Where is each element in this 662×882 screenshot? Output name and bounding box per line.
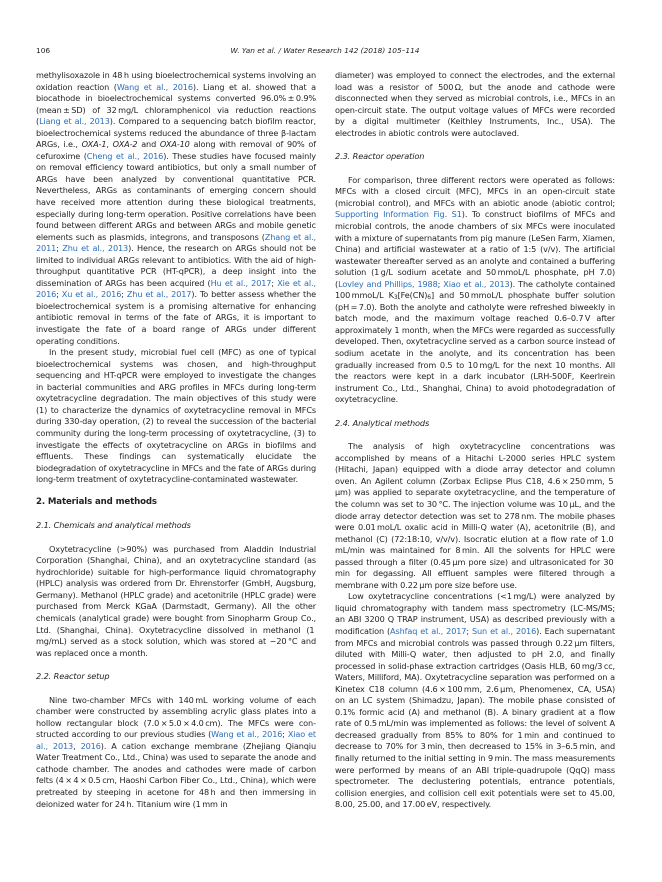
analytical-methods-paragraph-2 [335, 591, 615, 810]
citation-link[interactable]: Xie et al., 2016 [36, 277, 316, 300]
citation-link[interactable]: Zhu et al., 2013 [62, 243, 129, 254]
text-run: , [106, 139, 113, 150]
intro-paragraph-1 [36, 70, 316, 347]
gene-name: OXA-10 [159, 139, 190, 150]
citation-link[interactable]: Lovley and Phillips, 1988 [338, 278, 438, 289]
text-run: and [137, 139, 160, 150]
left-column [36, 70, 316, 810]
text-run: ; [271, 277, 278, 288]
text-run: For comparison, three different rectors were operated as follows: MFCs with a closed circuit (MFC), MFCs in an open-circuit state (microbial control), and MFCs with an abiotic anode (abiotic control; [335, 174, 615, 208]
text-run: ). To better assess whether the bioelectrochemical system is a promising alternative for enhancing antibiotic removal in terms of the fate of ARGs, it is important to investigate the fate of a board range of ARGs under different operating conditions. [36, 289, 316, 346]
text-run: , [73, 740, 81, 751]
citation-link[interactable]: Zhu et al., 2017 [126, 289, 192, 300]
reactor-operation-paragraph [335, 175, 615, 406]
text-run: ). The catholyte contained 100 mmoL/L K [335, 278, 615, 301]
citation-link[interactable]: Wang et al., 2016 [116, 81, 193, 92]
page-number: 106 [36, 46, 51, 55]
right-column [335, 70, 615, 811]
analytical-methods-paragraph-1: The analysis of high oxytetracycline concentrations was accomplished by means of a Hitachi L-2000 series HPLC system (Hitachi, Japan) equipped with a diode array detector and column oven. An Agilent column (Zorbax Eclipse Plus C18, 4.6 × 250 mm, 5 μm) was applied to separate oxytetracycline, and the temperature of the column was set to 30 °C. The injection volume was 10 μL, and the diode array detector detection was set to 278 nm. The mobile phases were 0.01 moL/L oxalic acid in Milli-Q water (A), acetonitrile (B), and methanol (C) (72:18:10, v/v/v). Isocratic elution at a flow rate of 1.0 mL/min was maintained for 8 min. All the solvents for HPLC were passed through a filter (0.45 μm pore size) and ultrasonicated for 30 min for degassing. All effluent samples were filtered through a membrane with 0.22 μm pore size before use. [335, 441, 615, 590]
text-run: along with removal of 90% of cefuroxime ( [36, 139, 316, 161]
gene-name: OXA-2 [112, 139, 138, 150]
citation-link[interactable]: Sun et al., 2016 [471, 625, 537, 636]
text-run: ). Each supernatant from MFCs and microbial controls was passed through 0.22 μm filters, diluted with Milli-Q water, then adjusted to pH 2.0, and finally processed in solid-phase extraction cartridges (Oasis HLB, 60 mg/3 cc, Waters, Milliford, MA). Oxytetracycline separation was performed on a Kinetex C18 column (4.6 × 100 mm, 2.6 μm, Phenomenex, CA, USA) on an LC system (Shimadzu, Japan). The mobile phase consisted of 0.1% formic acid (A) and methanol (B). A binary gradient at a flow rate of 0.5 mL/min was implemented as follows: the level of solvent A decreased gradually from 85% to 80% for 1 min and continued to decrease to 70% for 3 min, then decreased to 15% in 3–6.5 min, and finally returned to the initial setting in 9 min. The mass measurements were performed by means of an ABI triple-quadrupole (QqQ) mass spectrometer. The declustering potentials, entrance potentials, collision energies, and collision cell exit potentials were set to 45.00, 8.00, 25.00, and 17.00 eV, respectively. [335, 625, 615, 810]
subsection-heading-reactor-operation: 2.3. Reactor operation [335, 151, 425, 162]
citation-link[interactable]: Cheng et al., 2016 [86, 150, 164, 161]
text-run: [Fe(CN) [397, 290, 428, 301]
text-run: Low oxytetracycline concentrations (<1 mg/L) were analyzed by liquid chromatography with tandem mass spectrometry (LC-MS/MS; an ABI 3200 Q TRAP instrument, USA) as described previously with a modification ( [335, 591, 615, 636]
subscript: 6 [427, 294, 431, 302]
text-run: ; [56, 243, 63, 254]
citation-link[interactable]: Liang et al., 2013 [39, 116, 110, 127]
citation-link[interactable]: Ashfaq et al., 2017 [390, 625, 467, 636]
text-run: ; [437, 278, 444, 289]
text-run: ; [282, 729, 288, 740]
text-run: ; [466, 625, 472, 636]
reactor-setup-paragraph [36, 695, 316, 810]
page-header [36, 46, 614, 60]
chemicals-paragraph: Oxytetracycline (>90%) was purchased from Aladdin Industrial Corporation (Shanghai, China), and an oxytetracycline standard (as hydrochloride) suitable for high-performance liquid chromatography (HPLC) analysis was ordered from Dr. Ehrenstorfer (GmbH, Augsburg, Germany). Methanol (HPLC grade) and acetonitrile (HPLC grade) were purchased from Merck KGaA (Darmstadt, Germany). All the other chemicals (analytical grade) were bought from Sinopharm Group Co., Ltd. (Shanghai, China). Oxytetracycline dissolved in methanol (1 mg/mL) served as a stock solution, which was stored at −20 °C and was replaced once a month. [36, 543, 316, 658]
text-run: ). A cation exchange membrane (Zhejiang Qianqiu Water Treatment Co., Ltd., China) was used to separate the anode and cathode chamber. The anodes and cathodes were made of carbon felts (4 × 4 × 0.5 cm, Haoshi Carbon Fiber Co., Ltd., China), which were pretreated by steeping in acetone for 48 h and then immersing in deionized water for 24 h. Titanium wire (1 mm in [36, 740, 316, 809]
citation-link[interactable]: Xiao et al., 2013 [36, 729, 316, 751]
subsection-heading-reactor-setup: 2.2. Reactor setup [36, 671, 110, 682]
citation-link[interactable]: Wang et al., 2016 [211, 729, 283, 740]
text-run: ] and 50 mmoL/L phosphate buffer solution (pH = 7.0). Both the anolyte and catholyte were refreshed biweekly in batch mode, and the maximum voltage reached 0.6–0.7 V after approximately 1 month, when the MFCs were regarded as successfully developed. Then, oxytetracycline served as a carbon source instead of sodium acetate in the anolyte, and its concentration has been gradually increased from 0.5 to 10 mg/L for the next 10 months. All the reactors were kept in a dark incubator (LRH-500F, Keerlrein instrument Co., Ltd., Shanghai, China) to avoid photodegradation of oxytetracycline. [335, 290, 615, 405]
text-run: Nine two-chamber MFCs with 140 mL working volume of each chamber were constructed by assembling acrylic glass plates into a hollow rectangular block (7.0 × 5.0 × 4.0 cm). The MFCs were constructed according to our previous studies ( [36, 694, 316, 740]
text-run: ; [121, 289, 127, 300]
text-run: ). Liang et al. showed that a biocathode in bioelectrochemical systems converted 96.0% ± 0.9% (mean ± SD) of 32 mg/L chloramphenicol via reduction reactions ( [36, 81, 317, 127]
text-run: ). To construct biofilms of MFCs and microbial controls, the anode chambers of six MFCs were inoculated with a mixture of supernatants from pig manure (LeSen Farm, Xiamen, China) and artificial wastewater at a ratio of 1:5 (v/v). The artificial wastewater thereafter served as an anolyte and contained a buffering solution (1 g/L sodium acetate and 50 mmoL/L phosphate, pH 7.0) ( [335, 209, 615, 289]
citation-link[interactable]: Zhang et al., 2011 [36, 231, 317, 254]
citation-link[interactable]: Hu et al., 2017 [210, 277, 272, 288]
intro-paragraph-2: In the present study, microbial fuel cell (MFC) as one of typical bioelectrochemical systems was chosen, and high-throughput sequencing and HT-qPCR were employed to investigate the changes in bacterial communities and ARG profiles in MFCs during long-term oxytetracycline degradation. The main objectives of this study were (1) to characterize the dynamics of oxytetracycline removal in MFCs during 330-day operation, (2) to reveal the succession of the bacterial community during the long-term processing of oxytetracycline, (3) to investigate the effects of oxytetracycline on ARGs in biofilms and effluents. These findings can systematically elucidate the biodegradation of oxytetracycline in MFCs and the fate of ARGs during long-term treatment of oxytetracycline-contaminated wastewater. [36, 347, 316, 485]
subsection-heading-analytical-methods: 2.4. Analytical methods [335, 417, 430, 428]
running-title: W. Yan et al. / Water Research 142 (2018) 105–114 [230, 46, 420, 55]
subscript: 3 [393, 294, 398, 302]
citation-link[interactable]: Xu et al., 2016 [61, 289, 122, 300]
gene-name: OXA-1 [81, 139, 107, 150]
text-run: ). Hence, the research on ARGs should not be limited to individual ARGs relevant to antibiotics. With the aid of high-throughput quantitative PCR (HT-qPCR), a deep insight into the dissemination of ARGs has been acquired ( [36, 243, 316, 288]
text-run: ; [56, 289, 62, 300]
reactor-setup-continued: diameter) was employed to connect the electrodes, and the external load was a resistor of 500 Ω, but the anode and cathode were disconnected when they served as microbial controls, i.e., MFCs in an open-circuit state. The output voltage values of MFCs were recorded by a digital multimeter (Keithley Instruments, Inc., USA). The electrodes in abiotic controls were autoclaved. [335, 70, 615, 138]
text-run: methylisoxazole in 48 h using bioelectrochemical systems involving an oxidation reaction ( [36, 70, 316, 92]
citation-link[interactable]: 2016 [80, 740, 101, 751]
subsection-heading-chemicals: 2.1. Chemicals and analytical methods [36, 520, 191, 531]
text-run: ). Compared to a sequencing batch biofilm reactor, bioelectrochemical systems reduced the abundance of three β-lactam ARGs, i.e., [36, 116, 316, 150]
supporting-info-link[interactable]: Supporting Information Fig. S1 [335, 209, 462, 220]
text-run: ). These studies have focused mainly on removal efficiency toward antibiotics, but only a small number of ARGs have been analyzed by conventional quantitative PCR. Nevertheless, ARGs as contaminants of emerging concern should have received more attention during these biological treatments, especially during long-term operation. Positive correlations have been found between different ARGs and between ARGs and mobile genetic elements such as plasmids, integrons, and transposons ( [36, 150, 316, 242]
citation-link[interactable]: Xiao et al., 2013 [443, 278, 510, 289]
section-heading-materials-methods: 2. Materials and methods [36, 496, 157, 507]
